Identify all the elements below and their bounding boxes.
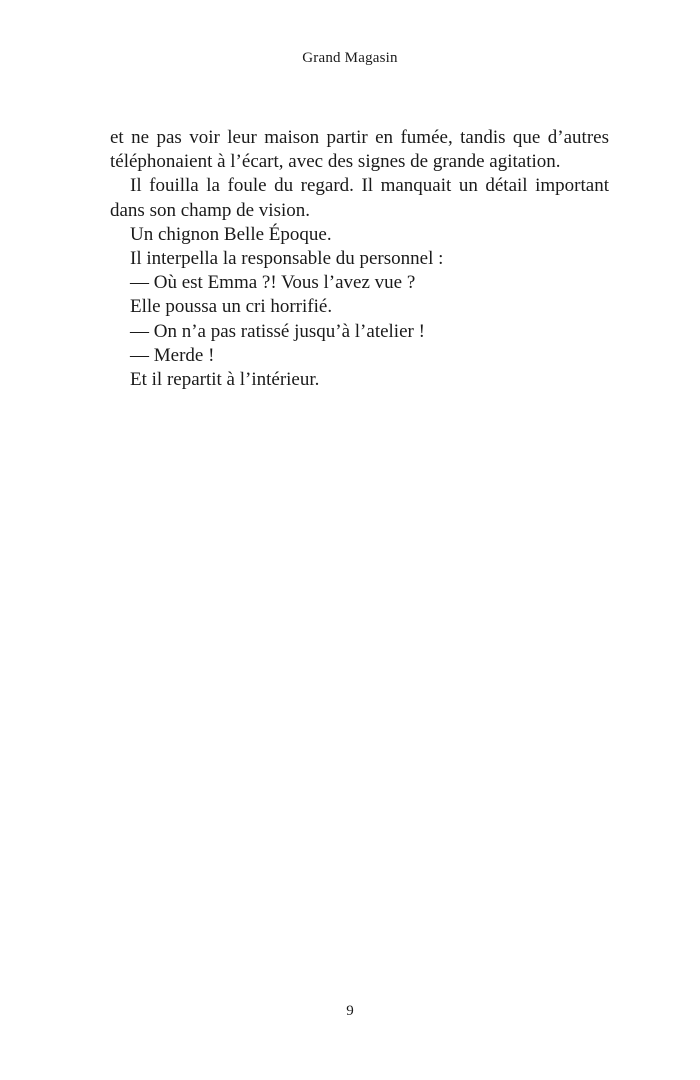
body-text — [110, 126, 609, 392]
paragraph: Il interpella la responsable du personnel : — [130, 248, 444, 270]
running-header: Grand Magasin — [302, 50, 398, 66]
dialogue-line: — On n’a pas ratissé jusqu’à l’atelier ! — [130, 320, 425, 342]
page-number: 9 — [346, 1003, 354, 1019]
dialogue-line: — Où est Emma ?! Vous l’avez vue ? — [130, 272, 416, 294]
dialogue-line: — Merde ! — [130, 344, 215, 366]
paragraph: Et il repartit à l’intérieur. — [130, 369, 320, 391]
paragraph: Il fouilla la foule du regard. Il manquait un détail important dans son champ de vision. — [110, 175, 609, 221]
paragraph: et ne pas voir leur maison partir en fumée, tandis que d’autres téléphonaient à l’écart, avec des signes de grande agitation. — [110, 127, 609, 173]
paragraph: Elle poussa un cri horrifié. — [130, 296, 333, 318]
paragraph: Un chignon Belle Époque. — [130, 223, 332, 245]
